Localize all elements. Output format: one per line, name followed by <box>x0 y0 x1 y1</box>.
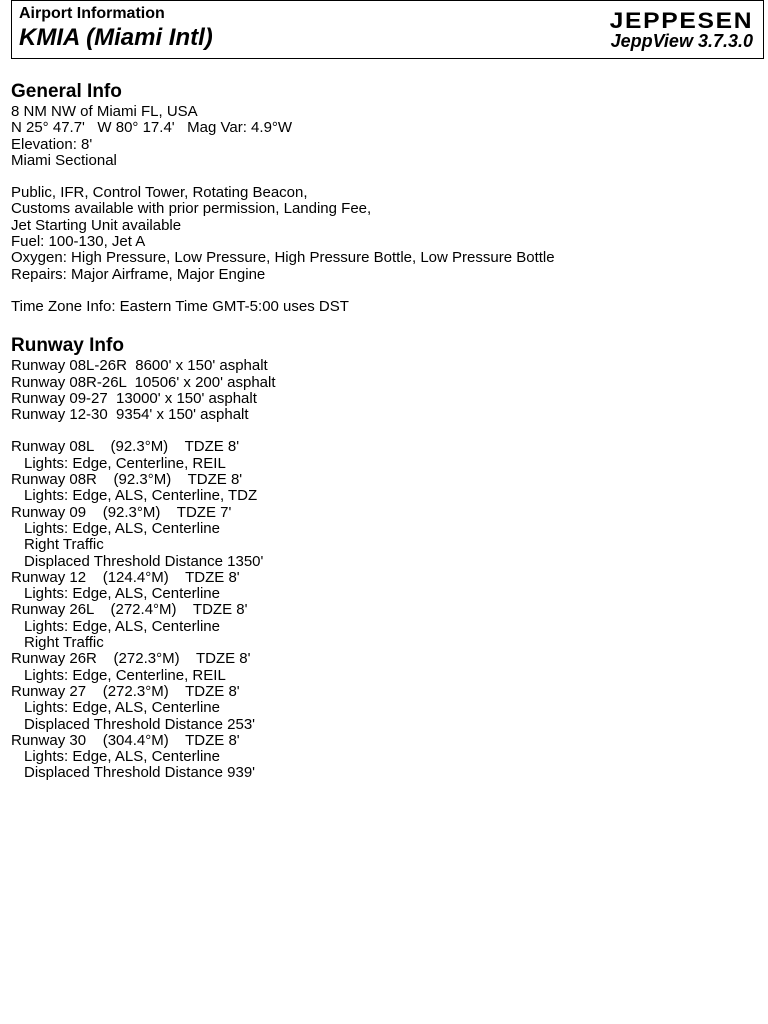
runway-summary-line: Runway 09-27 13000' x 150' asphalt <box>11 389 257 407</box>
runway-detail-line: Right Traffic <box>24 634 104 652</box>
runway-title: Runway 08L (92.3°M) TDZE 8' <box>11 438 240 456</box>
jeppesen-logo: JEPPESEN <box>609 8 753 33</box>
facility-line: Customs available with prior permission, Landing Fee, <box>11 200 372 218</box>
page-title: KMIA (Miami Intl) <box>19 24 213 51</box>
runway-detail-12 <box>11 570 756 603</box>
runway-detail-08r <box>11 472 756 505</box>
spacer <box>11 283 756 299</box>
runway-detail-08l <box>11 439 756 472</box>
runway-detail-09 <box>11 505 756 570</box>
runway-title: Runway 26L (272.4°M) TDZE 8' <box>11 601 248 619</box>
facility-line: Oxygen: High Pressure, Low Pressure, High Pressure Bottle, Low Pressure Bottle <box>11 249 555 267</box>
facility-line: Public, IFR, Control Tower, Rotating Beacon, <box>11 184 308 202</box>
runway-detail-line: Displaced Threshold Distance 939' <box>24 764 256 782</box>
runway-title: Runway 30 (304.4°M) TDZE 8' <box>11 731 240 749</box>
runway-summary-line: Runway 08R-26L 10506' x 200' asphalt <box>11 373 276 391</box>
runway-summary-line: Runway 12-30 9354' x 150' asphalt <box>11 406 249 424</box>
runway-detail-line: Lights: Edge, ALS, Centerline, TDZ <box>24 487 258 505</box>
info-line: Miami Sectional <box>11 151 117 169</box>
info-line: N 25° 47.7' W 80° 17.4' Mag Var: 4.9°W <box>11 119 293 137</box>
runway-detail-line: Lights: Edge, ALS, Centerline <box>24 617 220 635</box>
runway-detail-line: Lights: Edge, Centerline, REIL <box>24 454 226 472</box>
runway-detail-26l <box>11 602 756 651</box>
runway-detail-26r <box>11 651 756 684</box>
runway-detail-line: Lights: Edge, ALS, Centerline <box>24 519 220 537</box>
facility-line: Fuel: 100-130, Jet A <box>11 233 146 251</box>
runway-summary-line: Runway 08L-26R 8600' x 150' asphalt <box>11 357 268 375</box>
info-line: 8 NM NW of Miami FL, USA <box>11 103 198 120</box>
runway-title: Runway 12 (124.4°M) TDZE 8' <box>11 568 240 586</box>
runway-detail-line: Lights: Edge, ALS, Centerline <box>24 748 220 766</box>
time-zone-info: Time Zone Info: Eastern Time GMT-5:00 uses DST <box>11 297 349 315</box>
runway-title: Runway 27 (272.3°M) TDZE 8' <box>11 682 240 700</box>
runway-detail-line: Right Traffic <box>24 536 104 554</box>
spacer <box>11 423 756 439</box>
app-version: JeppView 3.7.3.0 <box>610 31 753 51</box>
info-line: Elevation: 8' <box>11 135 93 153</box>
runway-detail-30 <box>11 733 756 782</box>
runway-detail-27 <box>11 684 756 733</box>
runway-detail-line: Displaced Threshold Distance 1350' <box>24 552 264 570</box>
spacer <box>11 315 756 334</box>
header <box>11 0 764 59</box>
runway-info-heading: Runway Info <box>11 335 124 357</box>
runway-detail-line: Lights: Edge, ALS, Centerline <box>24 699 220 717</box>
general-info-heading: General Info <box>11 81 122 102</box>
runway-title: Runway 26R (272.3°M) TDZE 8' <box>11 650 251 668</box>
document-body <box>11 80 756 782</box>
runway-detail-line: Lights: Edge, Centerline, REIL <box>24 666 226 684</box>
runway-title: Runway 09 (92.3°M) TDZE 7' <box>11 503 232 521</box>
runway-title: Runway 08R (92.3°M) TDZE 8' <box>11 471 243 489</box>
runway-detail-line: Displaced Threshold Distance 253' <box>24 715 256 733</box>
facility-line: Repairs: Major Airframe, Major Engine <box>11 265 266 283</box>
spacer <box>11 169 756 185</box>
header-subtitle: Airport Information <box>19 5 165 22</box>
facility-line: Jet Starting Unit available <box>11 216 182 234</box>
runway-detail-line: Lights: Edge, ALS, Centerline <box>24 585 220 603</box>
